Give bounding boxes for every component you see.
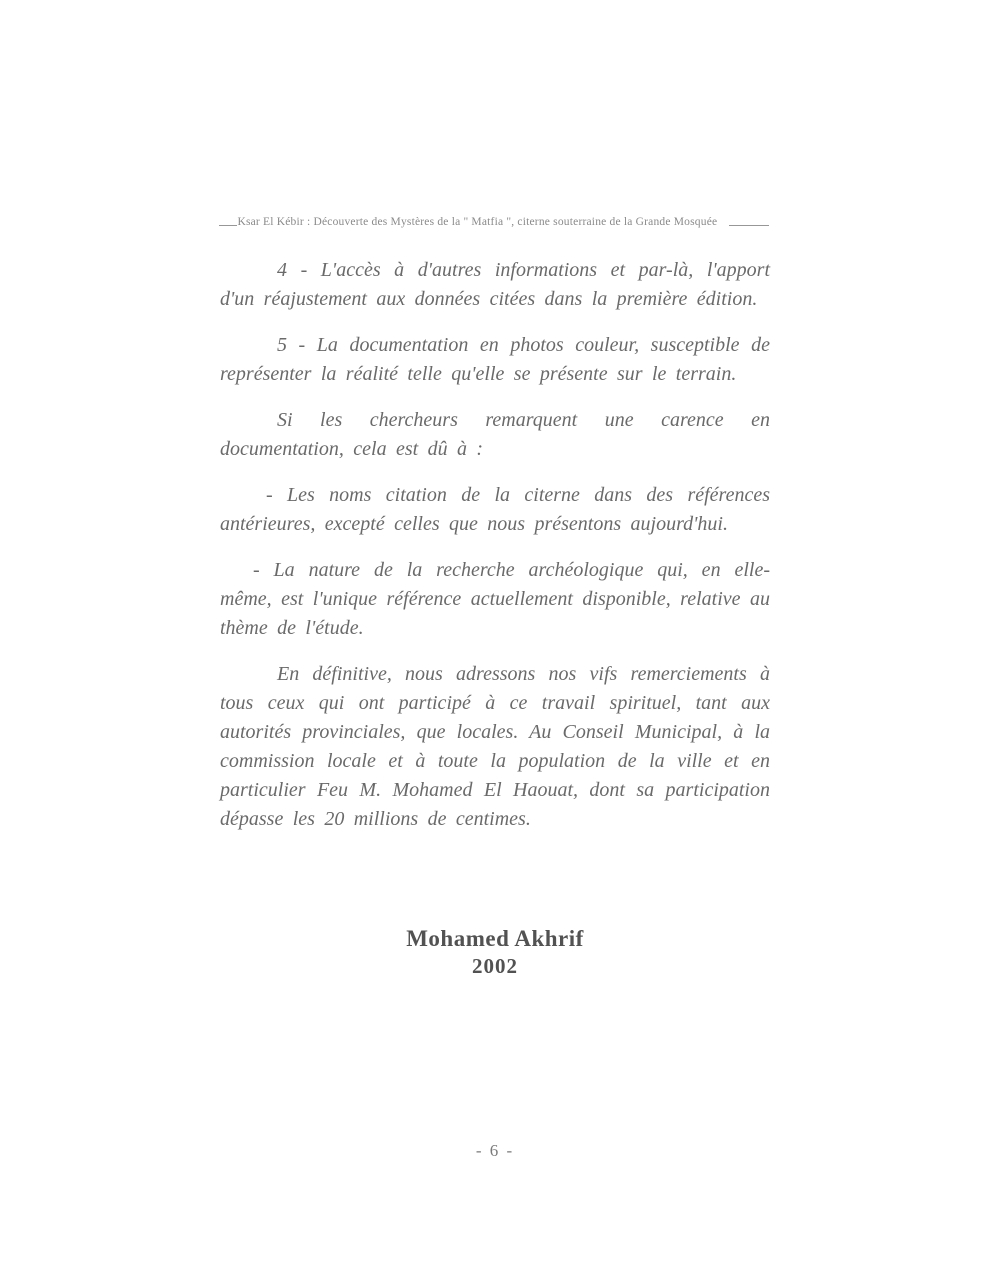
paragraph-remerciements: En définitive, nous adressons nos vifs remerciements à tous ceux qui ont participé à ce travail spirituel, tant aux autorités provinciales, que locales. Au Conseil Municipal, à la commission locale et à toute la population de la ville et en particulier Feu M. Mohamed El Haouat, dont sa participation dépasse les 20 millions de centimes. — [220, 663, 770, 830]
header-rule-left — [219, 224, 237, 226]
author-name: Mohamed Akhrif — [406, 926, 584, 951]
signature-year: 2002 — [472, 954, 518, 978]
paragraph-point-5: 5 - La documentation en photos couleur, susceptible de représenter la réalité telle qu'elle se présente sur le terrain. — [220, 334, 770, 385]
paragraph-carence: Si les chercheurs remarquent une carence en documentation, cela est dû à : — [220, 409, 770, 460]
signature-block — [0, 925, 990, 979]
running-header — [219, 216, 769, 229]
header-rule-right — [729, 224, 769, 226]
paragraph-dash-citations: - Les noms citation de la citerne dans des références antérieures, excepté celles que nous présentons aujourd'hui. — [220, 484, 770, 535]
paragraph-point-4: 4 - L'accès à d'autres informations et par-là, l'apport d'un réajustement aux données citées dans la première édition. — [220, 259, 770, 310]
page-number: - 6 - — [475, 1141, 515, 1160]
page-body — [220, 256, 770, 851]
running-header-text: Ksar El Kébir : Découverte des Mystères de la " Matfia ", citerne souterraine de la Grande Mosquée — [237, 216, 718, 228]
paragraph-dash-recherche: - La nature de la recherche archéologique qui, en elle-même, est l'unique référence actuellement disponible, relative au thème de l'étude. — [220, 559, 770, 639]
